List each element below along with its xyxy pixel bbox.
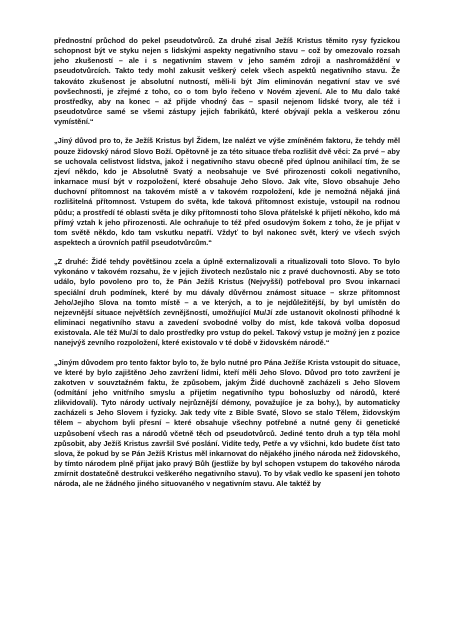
paragraph-2: „Jiný důvod pro to, že Ježíš Kristus byl Židem, lze nalézt ve výše zmíněném faktoru, že tehdy měl pouze židovský národ Slovo Boží. Opětovně je za této situace třeba rozlišit dvě věci: Za prvé – aby se uchovala celistvost lidstva, jakož i negativního stavu obecně před úplnou anihilací tím, že se zjeví někdo, kdo je Absolutně Svatý a neobsahuje ve Své přirozenosti cokoli negativního, inkarnace musí být v rozpoložení, které obsahuje Jeho Slovo. Jak víte, Slovo obsahuje Jeho duchovní přítomnost na takovém místě a v takovém rozpoložení, kde je nemožná nějaká jiná rozlišitelná přítomnost. Vstupem do světa, kde taková přítomnost existuje, vstoupil na rodnou půdu; a prostředí té oblasti světa je díky přítomnosti toho Slova přátelské k přijetí někoho, kdo má přímý vztah k jeho přirozenosti. Ale ochraňuje to též před osudovým šokem z toho, že je přijat v tom světě někdo, kdo tam vskutku nepatří. Vždyť to byl nakonec svět, který ve všech svých aspektech a úrovních patřil pseudotvůrcům.“: [54, 136, 400, 247]
paragraph-4: „Jiným důvodem pro tento faktor bylo to, že bylo nutné pro Pána Ježíše Krista vstoupit do situace, ve které by bylo zajištěno Jeho zavržení lidmi, kteří měli Jeho Slovo. Důvod pro toto zavržení je zakotven v souvztažném faktu, že způsobem, jakým Židé duchovně zacházeli s Jeho Slovem (odmítání jeho vnitřního smyslu a přijetím negativního typu bohosluzby od národů, které zlikvidovali). Tyto národy uctívaly nejrůznější démony, považujíce je za bohy.), by automaticky zacházeli s Jeho Slovem i fyzicky. Jak tedy víte z Bible Svaté, Slovo se stalo Tělem, židovským tělem – abychom byli přesní – které obsahuje všechny potřebné a nutné geny či genetické uzpůsobení všech ras a národů včetně těch od pseudotvůrců. Jediné tento druh a typ těla mohl způsobit, aby Ježíš Kristus završil Své poslání. Vidíte tedy, Petře a vy všichni, kdo budete číst tato slova, že pokud by se Pán Ježíš Kristus měl inkarnovat do nějakého jiného národa než židovského, by tímto národem plně přijat jako pravý Bůh (jestliže by byl schopen vstupem do takového národa zmírnit dostatečně destrukci veškerého negativního stavu). To by však vedlo ke spasení jen tohoto národa, ale ne žádného jiného situovaného v negativním stavu. Ale taktéž by: [54, 357, 400, 489]
document-page: [54, 36, 400, 490]
paragraph-3: „Z druhé: Židé tehdy povětšinou zcela a úplně externalizovali a ritualizovali toto Slovo. To bylo vykonáno v takovém rozsahu, že v jejich životech nezůstalo nic z pravé duchovnosti. Aby se toto událo, bylo povoleno pro to, že Pán Ježíš Kristus (Nejvyšší) potřeboval pro Svou inkarnaci speciální druh podmínek, které by mu dávaly důvěrnou známost situace – skrze přítomnost Jeho/Jejího Slova na tomto místě – a ve kterých, a to je nejdůležitější, by byl umístěn do nejzevnější situace největších zevnějšností, umožňující Mu/Jí zde ustanovit okolnosti příhodné k eliminaci negativního stavu a zavedení svobodné volby do míst, kde taková volba doposud existovala. Ale též Mu/Jí to dalo prostředky pro vstup do pekel. Takový vstup je možný jen z pozice nanejvýš zevního rozpoložení, které existovalo v té době v židovském národě.“: [54, 257, 400, 348]
paragraph-1: přednostní průchod do pekel pseudotvůrců. Za druhé zisal Ježíš Kristus těmito rysy fyzickou schopnost být ve styku nejen s lidskými aspekty negativního stavu – což by omezovalo rozsah jeho zkušeností – ale i s negativním stavem v jeho samém zdroji a nashromáždění v pseudotvůrcích. Takto tedy mohl zakusit veškerý celek všech aspektů negativního stavu. Že takováto zkušenost je absolutní nutností, měli-li být Jím eliminován negativní stav ve své povšechnosti, je zřejmé z toho, co o tom bylo řečeno v Novém zjevení. Ale to Mu dalo také prostředky, aby na konec – až přijde vhodný čas – spasil nejenom lidské tvory, ale též i pseudotvůrce samé se všemi zástupy jejich fabrikátů, které obývají pekla a veškerou zónu vymístění.“: [54, 36, 400, 127]
